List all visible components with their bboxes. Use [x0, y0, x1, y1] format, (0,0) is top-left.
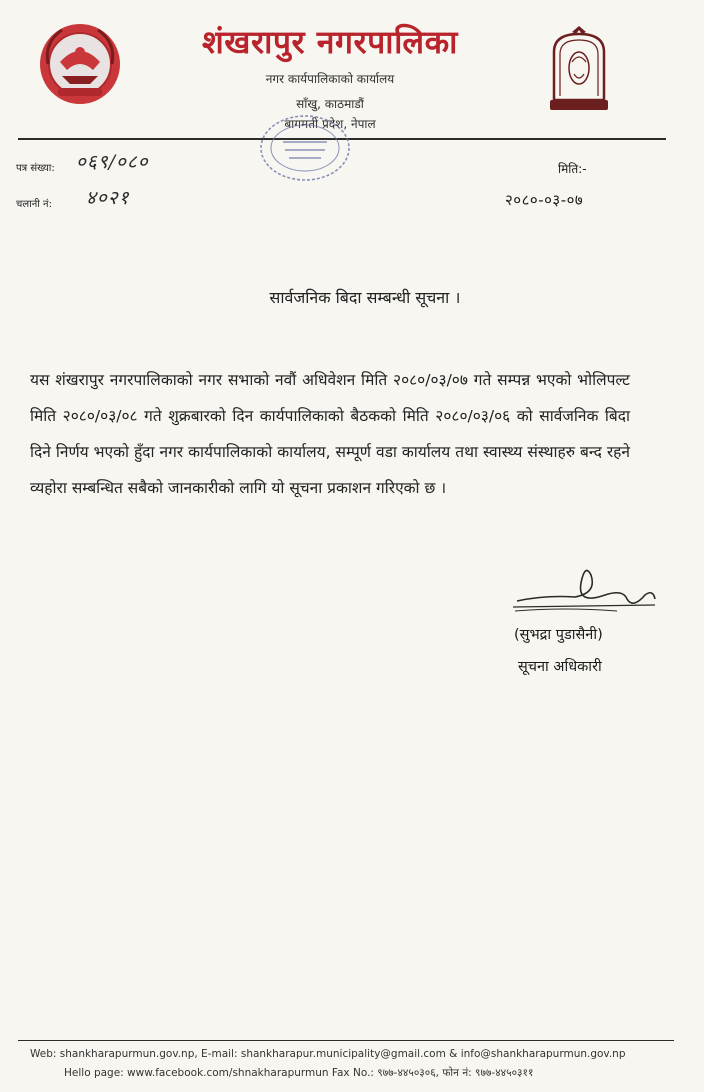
office-location: साँखु, काठमाडौं	[296, 97, 364, 111]
footer-social-line: Hello page: www.facebook.com/shnakharapurmun Fax No.: ९७७-४४५०३०६, फोन नं: ९७७-४४५०३११	[64, 1067, 534, 1079]
nepal-emblem-icon	[38, 22, 122, 106]
notice-body: यस शंखरापुर नगरपालिकाको नगर सभाको नवौं अधिवेशन मिति २०८०/०३/०७ गते सम्पन्न भएको भोलिपल्ट मिति २०८०/०३/०८ गते शुक्रबारको दिन कार्यपालिकाको बैठकको मिति २०८०/०३/०६ को सार्वजनिक बिदा दिने निर्णय भएको हुँदा नगर कार्यपालिकाको कार्यालय, सम्पूर्ण वडा कार्यालय तथा स्वास्थ्य संस्थाहरु बन्द रहने व्यहोरा सम्बन्धित सबैको जानकारीको लागि यो सूचना प्रकाशन गरिएको छ ।	[30, 371, 630, 497]
signatory-name: (सुभद्रा पुडासैनी)	[514, 627, 603, 643]
signatory-title: सूचना अधिकारी	[518, 659, 602, 675]
letter-number-label: पत्र संख्या:	[16, 163, 55, 174]
organization-title: शंखरापुर नगरपालिका	[202, 23, 458, 61]
signature-image	[505, 565, 665, 625]
office-stamp-icon	[255, 108, 355, 184]
date-label: मिति:-	[558, 162, 587, 176]
notice-title: सार्वजनिक बिदा सम्बन्धी सूचना ।	[269, 288, 461, 307]
footer-divider	[18, 1040, 674, 1041]
dispatch-number-value: ४०२१	[86, 187, 130, 209]
office-province: बागमती प्रदेश, नेपाल	[284, 117, 376, 131]
date-value: २०८०-०३-०७	[505, 191, 584, 209]
footer-contact-line: Web: shankharapurmun.gov.np, E-mail: shankharapur.municipality@gmail.com & info@shankharapurmun.gov.np	[30, 1048, 626, 1060]
letter-number-value: ०६९/०८०	[76, 151, 149, 173]
municipality-logo-icon	[546, 22, 612, 114]
dispatch-number-label: चलानी नं:	[16, 199, 52, 210]
office-name: नगर कार्यपालिकाको कार्यालय	[265, 72, 395, 86]
